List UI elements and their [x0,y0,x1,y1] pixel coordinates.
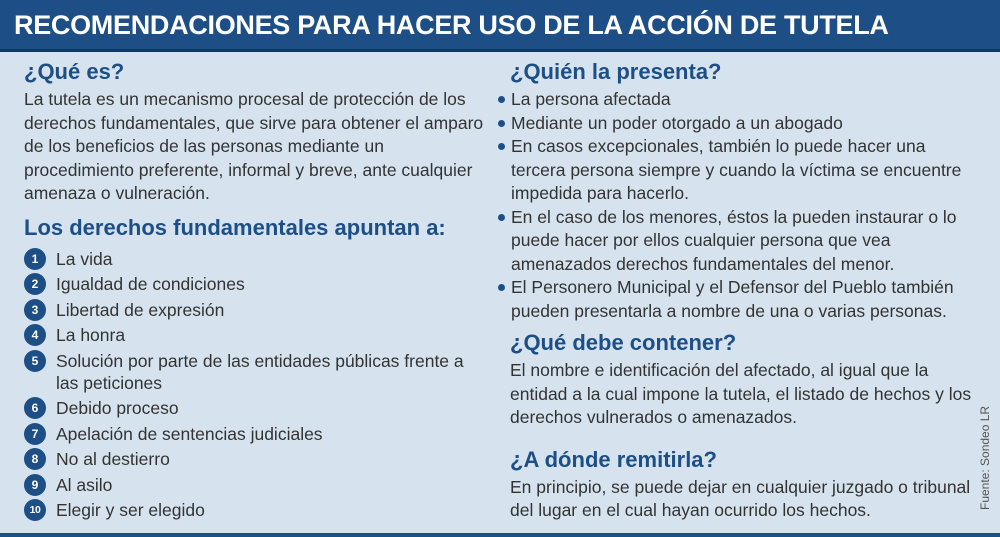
right-label: Debido proceso [56,398,179,418]
what-heading: ¿Qué es? [24,59,125,84]
number-badge: 1 [24,248,46,270]
number-badge: 3 [24,299,46,321]
right-label: Elegir y ser elegido [56,500,205,520]
number-badge: 2 [24,273,46,295]
number-badge: 8 [24,448,46,470]
list-item [498,88,976,112]
list-item [24,299,484,321]
rights-heading: Los derechos fundamentales apuntan a: [24,214,446,240]
send-text: En principio, se puede dejar en cualquier juzgado o tribunal del lugar en el cual hayan ocurrido los hechos. [510,476,971,520]
bullet-icon [498,143,505,150]
bullet-icon [498,96,505,103]
number-badge: 9 [24,474,46,496]
number-badge: 6 [24,397,46,419]
bottom-divider [0,533,1000,537]
list-item [24,499,484,521]
contents-text: El nombre e identificación del afectado, al igual que la entidad a la cual impone la tutela, el listado de hechos y los derechos vulnerados o amenazados. [510,360,972,427]
contents-heading: ¿Qué debe contener? [510,330,737,355]
right-label: No al destierro [56,449,170,469]
list-item [498,135,976,206]
list-item [498,112,976,136]
list-item [24,474,484,496]
left-column [24,58,484,525]
list-item [498,206,976,277]
list-item [498,276,976,323]
right-label: La honra [56,325,126,345]
list-item [24,350,484,394]
right-label: Apelación de sentencias judiciales [56,423,323,444]
bullet-icon [498,214,505,221]
right-column [498,58,976,523]
right-label: Al asilo [56,474,113,495]
source-credit: Fuente: Sondeo LR [978,405,992,510]
number-badge: 4 [24,324,46,346]
bullet-icon [498,284,505,291]
what-text: La tutela es un mecanismo procesal de protección de los derechos fundamentales, que sirve para obtener el amparo de los beneficios de las personas mediante un procedimiento preferente, informal y breve, ante cualquier amenaza o vulneración. [24,89,484,203]
presenter-text: En el caso de los menores, éstos la pueden instaurar o lo puede hacer por ellos cualquier persona que vea amenazados derechos fundamentales del menor. [511,206,957,274]
presenters-list [498,88,976,323]
right-label: Solución por parte de las entidades públicas frente a las peticiones [56,350,464,393]
page-title: RECOMENDACIONES PARA HACER USO DE LA ACCIÓN DE TUTELA [14,10,889,40]
who-heading: ¿Quién la presenta? [510,59,722,84]
send-heading: ¿A dónde remitirla? [510,446,717,472]
list-item [24,324,484,346]
number-badge: 10 [24,499,46,521]
number-badge: 7 [24,423,46,445]
right-label: La vida [56,248,113,269]
list-item [24,397,484,419]
rights-list [24,248,484,522]
right-label: Igualdad de condiciones [56,274,245,294]
presenter-text: En casos excepcionales, también lo puede hacer una tercera persona siempre y cuando la víctima se encuentre impedida para hacerlo. [511,136,962,203]
right-label: Libertad de expresión [56,299,225,320]
presenter-text: La persona afectada [511,89,671,109]
list-item [24,273,484,295]
bullet-icon [498,120,505,127]
list-item [24,448,484,470]
number-badge: 5 [24,350,46,372]
presenter-text: El Personero Municipal y el Defensor del Pueblo también pueden presentarla a nombre de una o varias personas. [511,277,954,321]
list-item [24,423,484,445]
presenter-text: Mediante un poder otorgado a un abogado [511,112,843,133]
list-item [24,248,484,270]
title-bar [0,0,1000,52]
